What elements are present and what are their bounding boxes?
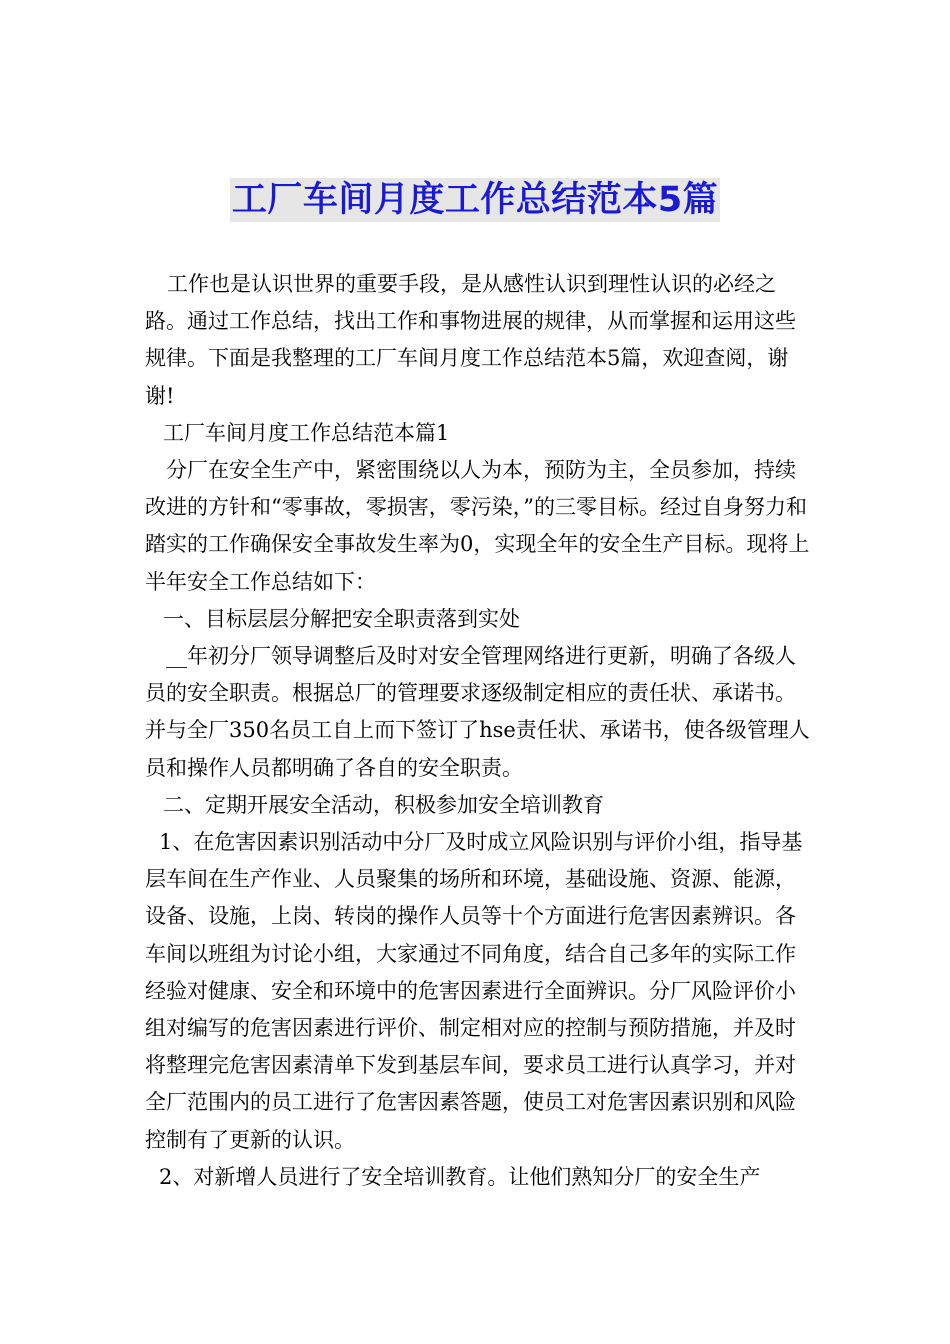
document-title: 工厂车间月度工作总结范本5篇 (231, 180, 719, 220)
body-paragraph: 1、在危害因素识别活动中分厂及时成立风险识别与评价小组，指导基层车间在生产作业、人员聚集的场所和环境，基础设施、资源、能源，设备、设施，上岗、转岗的操作人员等十个方面进行危害因素辨识。各车间以班组为讨论小组，大家通过不同角度，结合自己多年的实际工作经验对健康、安全和环境中的危害因素进行全面辨识。分厂风险评价小组对编写的危害因素进行评价、制定相对应的控制与预防措施，并及时将整理完危害因素清单下发到基层车间，要求员工进行认真学习，并对全厂范围内的员工进行了危害因素答题，使员工对危害因素识别和风险控制有了更新的认识。 (145, 830, 803, 1152)
document-body (145, 266, 813, 1196)
body-paragraph: __年初分厂领导调整后及时对安全管理网络进行更新，明确了各级人员的安全职责。根据总厂的管理要求逐级制定相应的责任状、承诺书。并与全厂350名员工自上而下签订了hse责任状、承诺书，使各级管理人员和操作人员都明确了各自的安全职责。 (145, 644, 810, 780)
intro-paragraph: 工作也是认识世界的重要手段，是从感性认识到理性认识的必经之路。通过工作总结，找出工作和事物进展的规律，从而掌握和运用这些规律。下面是我整理的工厂车间月度工作总结范本5篇，欢迎查阅，谢谢! (145, 272, 796, 408)
subsection-heading: 一、目标层层分解把安全职责落到实处 (163, 606, 520, 631)
body-paragraph: 分厂在安全生产中，紧密围绕以人为本，预防为主，全员参加，持续改进的方针和“零事故，零损害，零污染，”的三零目标。经过自身努力和踏实的工作确保安全事故发生率为0，实现全年的安全生产目标。现将上半年安全工作总结如下： (145, 458, 810, 594)
title-container (0, 178, 950, 222)
section-heading-article-1: 工厂车间月度工作总结范本篇1 (163, 420, 450, 445)
subsection-heading: 二、定期开展安全活动，积极参加安全培训教育 (163, 792, 604, 817)
body-paragraph: 2、对新增人员进行了安全培训教育。让他们熟知分厂的安全生产 (159, 1164, 761, 1189)
